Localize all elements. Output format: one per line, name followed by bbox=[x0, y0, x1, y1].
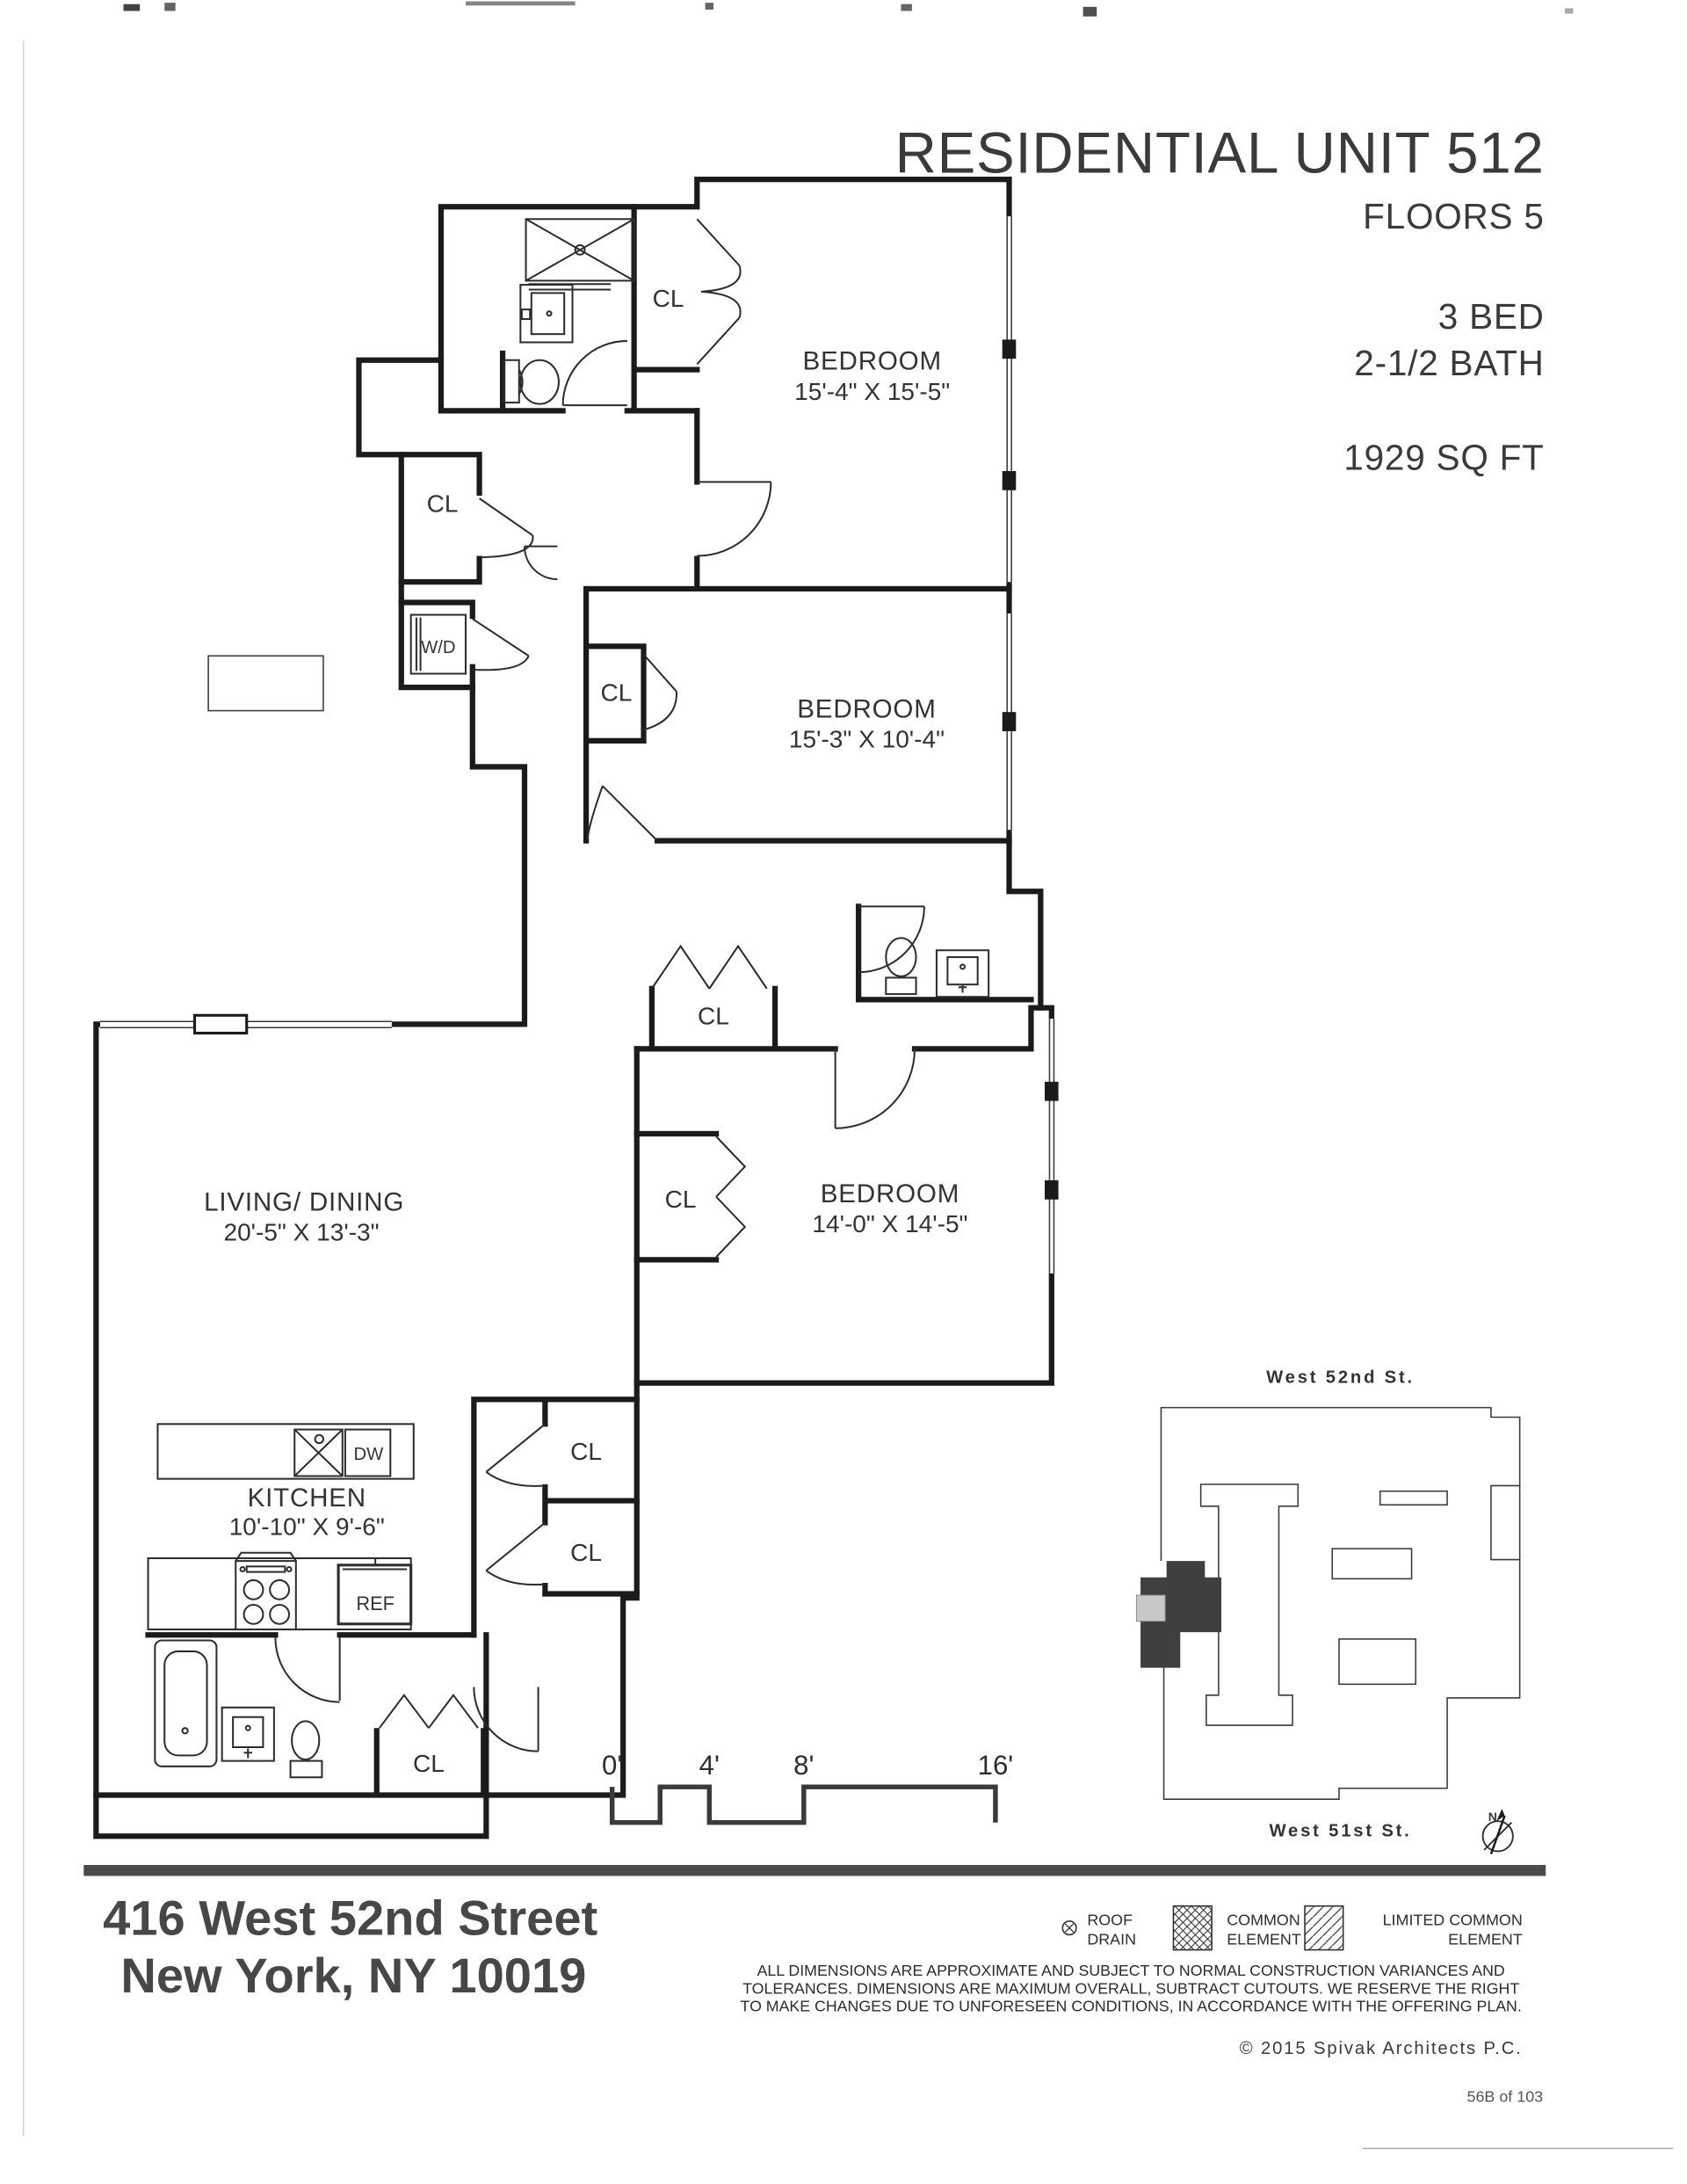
shower bbox=[526, 219, 634, 289]
exterior-ledge bbox=[208, 656, 323, 710]
kitchen-lower-counter bbox=[148, 1553, 411, 1629]
bath2-toilet bbox=[291, 1721, 322, 1777]
legend-common-element bbox=[1173, 1906, 1300, 1950]
disclaimer-line2: TOLERANCES. DIMENSIONS ARE MAXIMUM OVERALL, SUBTRACT CUTOUTS. WE RESERVE THE RIGHT bbox=[742, 1979, 1520, 1998]
closet-label: CL bbox=[600, 678, 633, 707]
refrigerator-label: REF bbox=[356, 1593, 395, 1615]
closet-label: CL bbox=[698, 1002, 729, 1030]
street-label-bottom: West 51st St. bbox=[1269, 1821, 1412, 1841]
living-dims: 20'-5" X 13'-3" bbox=[223, 1218, 380, 1246]
unit-area: 1929 SQ FT bbox=[1343, 437, 1545, 478]
limited-common-label1: LIMITED COMMON bbox=[1382, 1911, 1523, 1929]
page-number: 56B of 103 bbox=[1466, 2087, 1544, 2106]
common-element-label2: ELEMENT bbox=[1227, 1930, 1301, 1948]
closet-label: CL bbox=[426, 490, 459, 518]
unit-title: RESIDENTIAL UNIT 512 bbox=[894, 120, 1545, 185]
closet-label: CL bbox=[652, 284, 684, 312]
legend-roof-drain bbox=[1062, 1912, 1136, 1948]
limited-common-label2: ELEMENT bbox=[1448, 1930, 1523, 1948]
closet-label: CL bbox=[664, 1186, 697, 1214]
unit-accent-square bbox=[1136, 1595, 1165, 1622]
address-block bbox=[103, 1890, 597, 2002]
scale-tick-8: 8' bbox=[793, 1750, 815, 1781]
footer-divider bbox=[83, 1865, 1546, 1876]
toilet bbox=[504, 360, 559, 404]
disclaimer-line3: TO MAKE CHANGES DUE TO UNFORESEEN CONDITIONS, IN ACCORDANCE WITH THE OFFERING PLAN. bbox=[740, 1997, 1522, 2015]
address-line2: New York, NY 10019 bbox=[120, 1947, 587, 2003]
bedroom2-label: BEDROOM bbox=[797, 694, 937, 724]
roof-drain-label1: ROOF bbox=[1087, 1911, 1133, 1929]
closet-label: CL bbox=[570, 1539, 603, 1567]
scan-artifacts bbox=[24, 2, 1673, 2149]
disclaimer-line1: ALL DIMENSIONS ARE APPROXIMATE AND SUBJECT TO NORMAL CONSTRUCTION VARIANCES AND bbox=[757, 1962, 1505, 1980]
disclaimer bbox=[741, 1962, 1522, 2015]
title-block bbox=[895, 120, 1545, 477]
plan-walls bbox=[96, 179, 1051, 1836]
unit-baths: 2-1/2 BATH bbox=[1354, 342, 1545, 383]
legend bbox=[1062, 1906, 1523, 1950]
common-element-swatch bbox=[1173, 1906, 1212, 1950]
bedroom1-label: BEDROOM bbox=[802, 346, 942, 376]
stove bbox=[235, 1553, 296, 1629]
room-labels bbox=[204, 285, 967, 1777]
bedroom2-dims: 15'-3" X 10'-4" bbox=[788, 725, 945, 753]
roof-drain-label2: DRAIN bbox=[1087, 1930, 1137, 1948]
limited-common-swatch bbox=[1305, 1906, 1343, 1950]
powder-sink bbox=[937, 950, 988, 997]
dishwasher-label: DW bbox=[353, 1444, 384, 1464]
bedroom3-label: BEDROOM bbox=[820, 1179, 960, 1208]
bath2-sink bbox=[222, 1708, 274, 1761]
washer-dryer-label: W/D bbox=[421, 638, 456, 658]
closet-label: CL bbox=[413, 1750, 445, 1778]
common-element-label1: COMMON bbox=[1227, 1911, 1300, 1929]
north-arrow-icon bbox=[1483, 1809, 1513, 1854]
bathtub bbox=[155, 1640, 216, 1766]
scale-bar bbox=[602, 1750, 1013, 1823]
key-plan bbox=[1136, 1368, 1519, 1854]
scale-tick-16: 16' bbox=[977, 1750, 1014, 1781]
living-label: LIVING/ DINING bbox=[204, 1187, 405, 1217]
legend-limited-common bbox=[1305, 1906, 1523, 1950]
bathroom-sink bbox=[520, 285, 572, 342]
street-label-top: West 52nd St. bbox=[1266, 1368, 1415, 1388]
north-label: N bbox=[1488, 1810, 1497, 1825]
unit-floors: FLOORS 5 bbox=[1363, 196, 1545, 237]
closet-label: CL bbox=[570, 1437, 603, 1465]
unit-beds: 3 BED bbox=[1437, 295, 1545, 337]
scale-tick-0: 0' bbox=[602, 1750, 623, 1781]
roof-drain-icon bbox=[1062, 1921, 1076, 1935]
scale-tick-4: 4' bbox=[699, 1750, 720, 1781]
copyright: © 2015 Spivak Architects P.C. bbox=[1239, 2038, 1523, 2058]
kitchen-label: KITCHEN bbox=[247, 1483, 366, 1513]
bedroom1-dims: 15'-4" X 15'-5" bbox=[794, 377, 951, 405]
kitchen-dims: 10'-10" X 9'-6" bbox=[228, 1513, 385, 1541]
address-line1: 416 West 52nd Street bbox=[103, 1890, 598, 1946]
bedroom3-dims: 14'-0" X 14'-5" bbox=[812, 1210, 968, 1238]
